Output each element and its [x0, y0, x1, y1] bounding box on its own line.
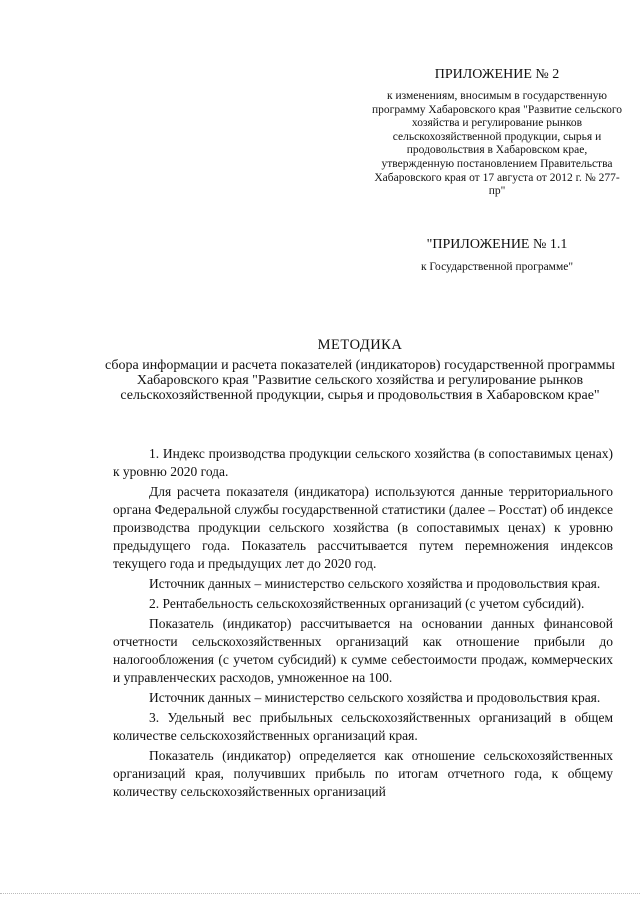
paragraph: 3. Удельный вес прибыльных сельскохозяйственных организаций в общем количестве сельскохозяйственных организаций края.	[113, 710, 613, 743]
appendix-inner-heading: "ПРИЛОЖЕНИЕ № 1.1	[426, 237, 568, 252]
paragraph: Для расчета показателя (индикатора) используются данные территориального органа Федеральной службы государственной статистики (далее – Росстат) об индексе производства продукции сельского хозяйства (в сопоставимых ценах) к уровню предыдущего года. Показатель рассчитывается путем перемножения индексов текущего года и предыдущих лет до 2020 год.	[113, 484, 613, 571]
document-title-block	[100, 336, 620, 403]
paragraph: 1. Индекс производства продукции сельского хозяйства (в сопоставимых ценах) к уровню 2020 года.	[113, 446, 613, 479]
document-title: МЕТОДИКА	[317, 337, 403, 353]
paragraph: Показатель (индикатор) рассчитывается на основании данных финансовой отчетности сельскохозяйственных организаций как отношение прибыли до налогообложения (с учетом субсидий) к сумме себестоимости продаж, коммерческих и управленческих расходов, умноженное на 100.	[113, 616, 613, 685]
paragraph: 2. Рентабельность сельскохозяйственных организаций (с учетом субсидий).	[149, 596, 585, 611]
document-subtitle: сбора информации и расчета показателей (индикаторов) государственной программы Хабаровского края "Развитие сельского хозяйства и регулирование рынков сельскохозяйственной продукции, сырья и продовольствия в Хабаровском крае"	[105, 358, 615, 403]
paragraph: Источник данных – министерство сельского хозяйства и продовольствия края.	[149, 576, 601, 591]
appendix-inner-note: к Государственной программе"	[420, 261, 574, 273]
document-body	[113, 445, 613, 801]
appendix-note: к изменениям, вносимым в государственную программу Хабаровского края "Развитие сельского хозяйства и регулирование рынков сельскохозяйственной продукции, сырья и продовольствия в Хабаровском крае, утвержденную постановлением Правительства Хабаровского края от 17 августа от 2012 г. № 277-пр"	[372, 90, 623, 198]
paragraph: Источник данных – министерство сельского хозяйства и продовольствия края.	[149, 690, 601, 705]
appendix-heading: ПРИЛОЖЕНИЕ № 2	[434, 67, 560, 82]
paragraph: Показатель (индикатор) определяется как отношение сельскохозяйственных организаций края, получивших прибыль по итогам отчетного года, к общему количеству сельскохозяйственных организаций	[113, 748, 613, 799]
scan-edge-divider	[0, 893, 640, 895]
appendix-inner-header	[372, 236, 622, 274]
appendix-header	[372, 66, 622, 199]
